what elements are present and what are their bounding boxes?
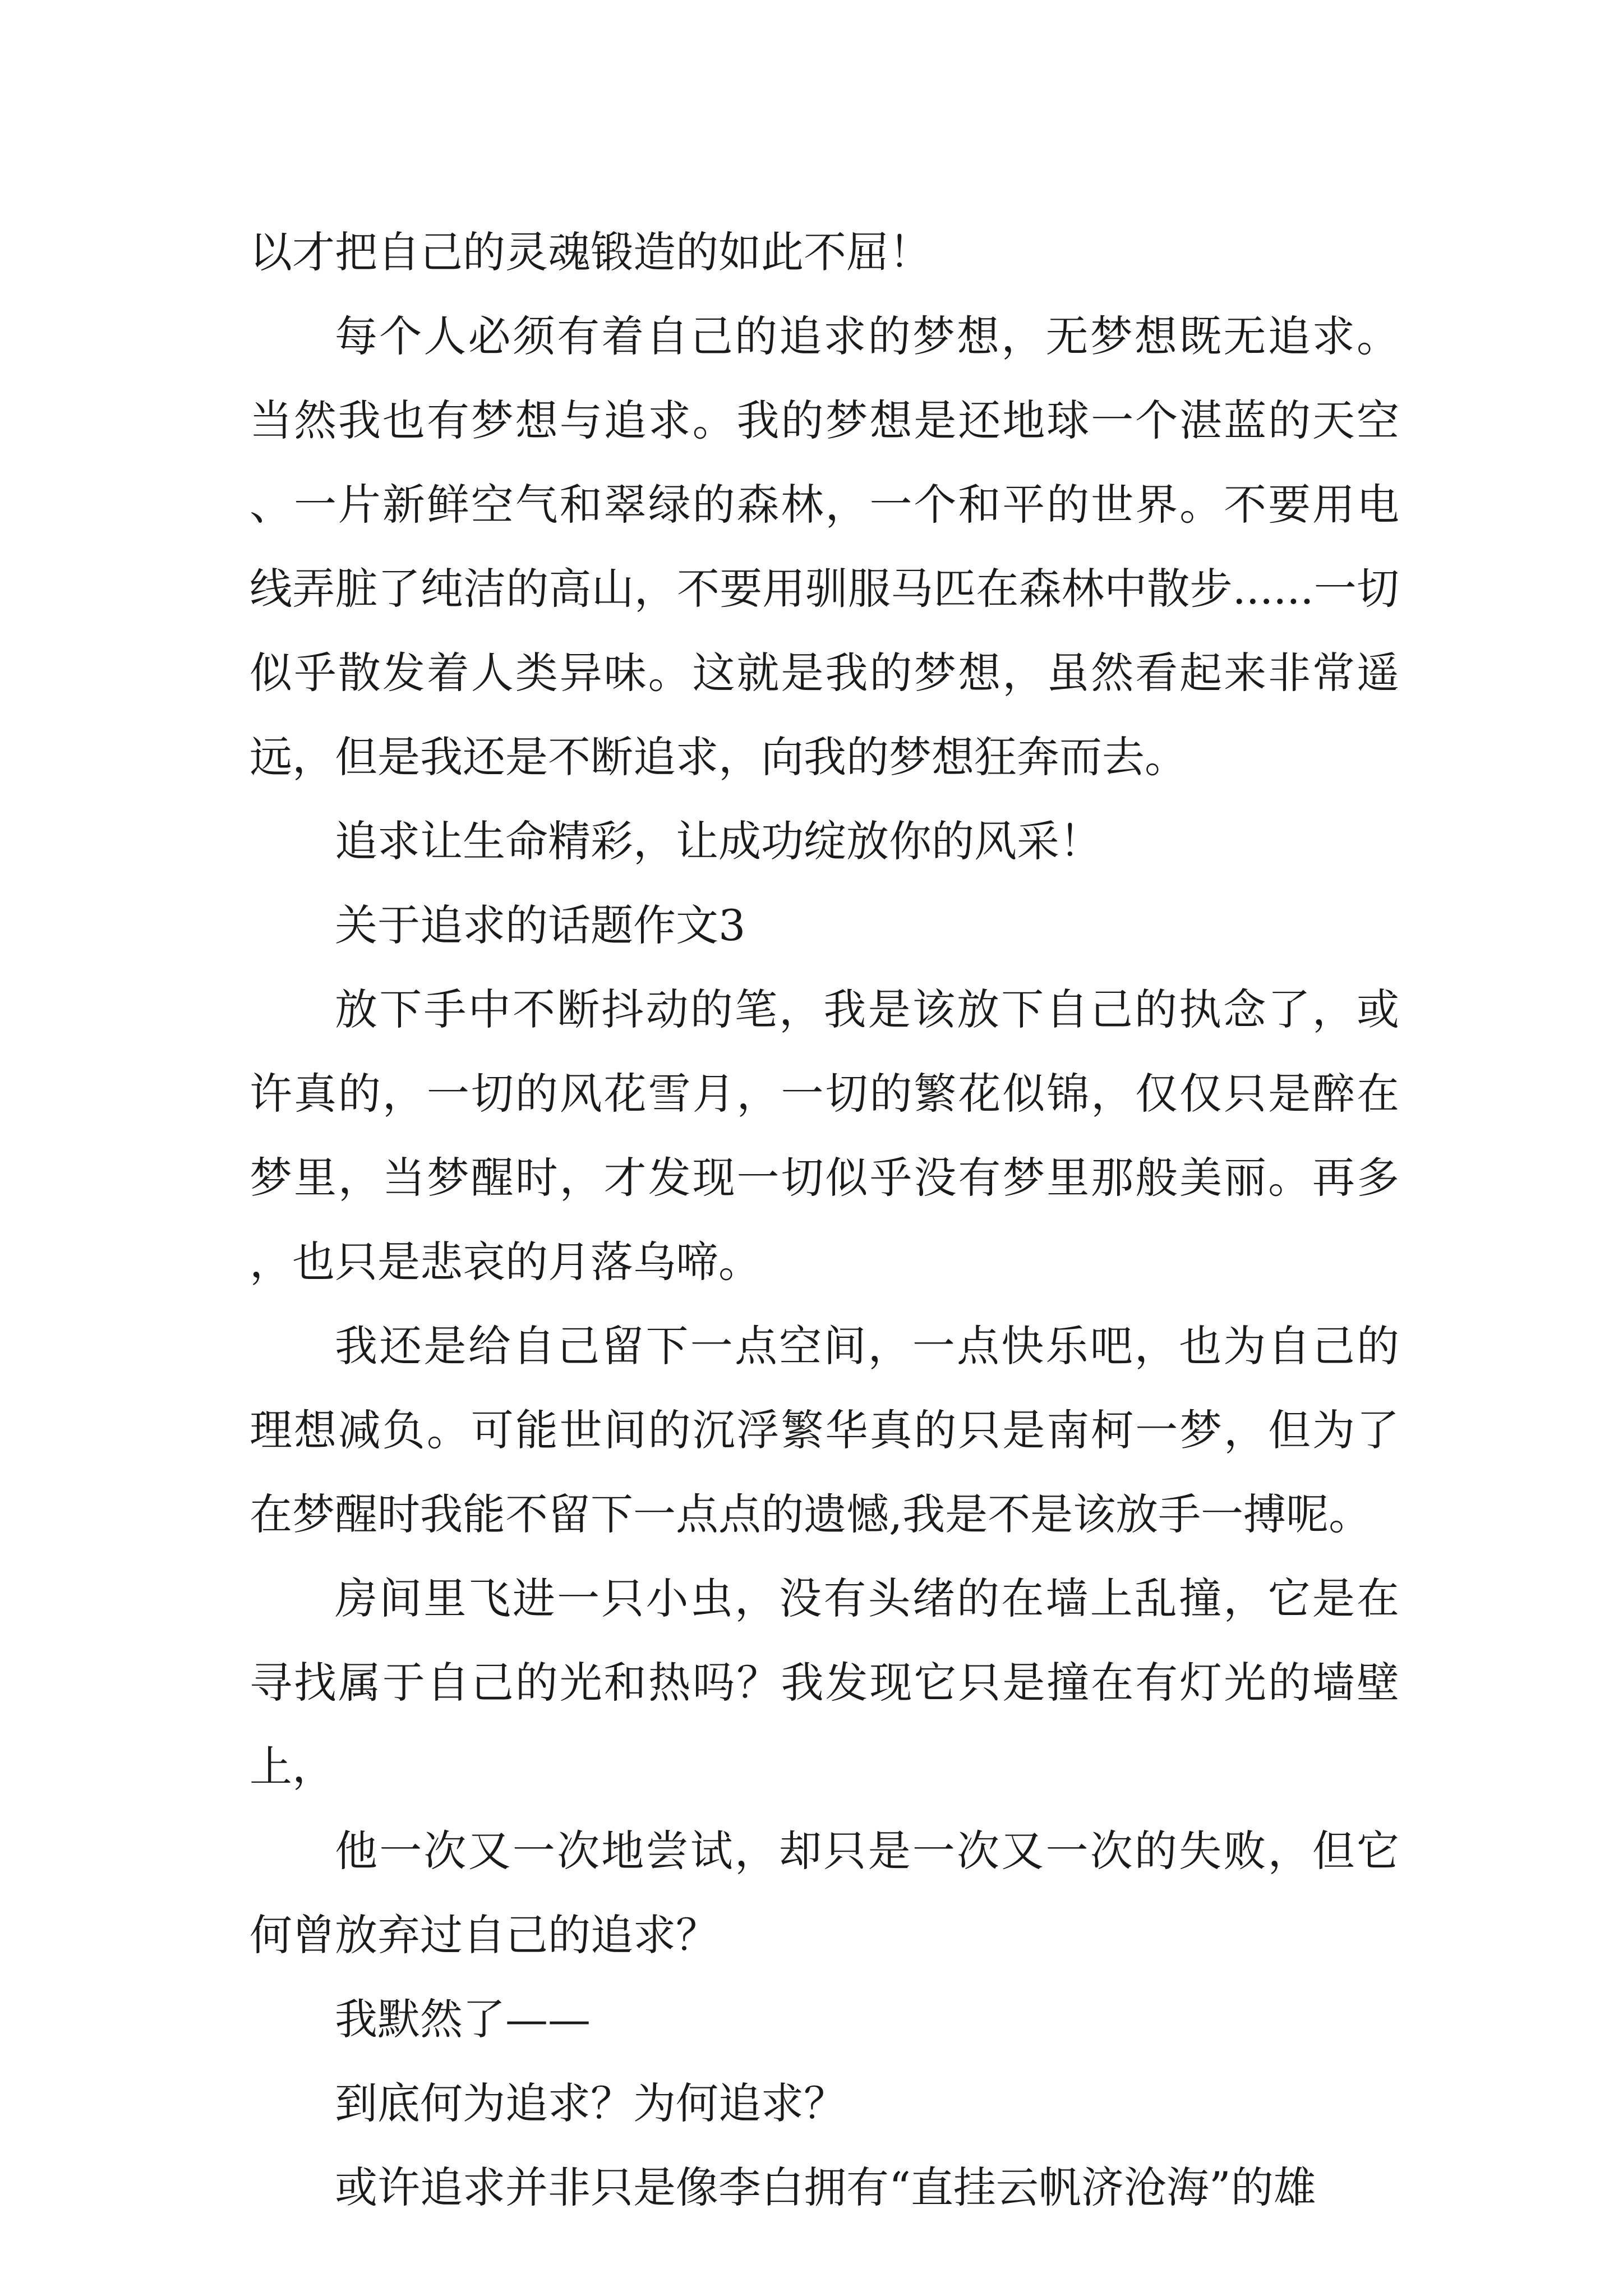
paragraph-pen: 放下手中不断抖动的笔，我是该放下自己的执念了，或许真的，一切的风花雪月，一切的繁花似锦，仅仅只是醉在梦里，当梦醒时，才发现一切似乎没有梦里那般美丽。再多，也只是悲哀的月落乌啼。 — [250, 984, 1399, 1287]
paragraph-continuation: 以才把自己的灵魂锻造的如此不屈！ — [250, 227, 932, 277]
paragraph-conclusion: 追求让生命精彩，让成功绽放你的风采！ — [335, 816, 1102, 866]
paragraph-space: 我还是给自己留下一点空间，一点快乐吧，也为自己的理想减负。可能世间的沉浮繁华真的只是南柯一梦，但为了在梦醒时我能不留下一点点的遗憾,我是不是该放手一搏呢。 — [250, 1321, 1399, 1539]
document-body — [250, 210, 1399, 2230]
paragraph-dream: 每个人必须有着自己的追求的梦想，无梦想既无追求。当然我也有梦想与追求。我的梦想是还地球一个湛蓝的天空、一片新鲜空气和翠绿的森林，一个和平的世界。不要用电线弄脏了纯洁的高山，不要用驯服马匹在森林中散步......一切似乎散发着人类异味。这就是我的梦想，虽然看起来非常遥远，但是我还是不断追求，向我的梦想狂奔而去。 — [250, 311, 1399, 782]
paragraph-attempts: 他一次又一次地尝试，却只是一次又一次的失败，但它何曾放弃过自己的追求？ — [250, 1826, 1399, 1960]
paragraph-question: 到底何为追求？为何追求？ — [335, 2078, 846, 2128]
paragraph-insect: 房间里飞进一只小虫，没有头绪的在墙上乱撞，它是在寻找属于自己的光和热吗？我发现它只是撞在有灯光的墙壁上， — [250, 1573, 1399, 1792]
essay-heading: 关于追求的话题作文3 — [335, 900, 746, 950]
paragraph-libai: 或许追求并非只是像李白拥有“直挂云帆济沧海”的雄 — [335, 2162, 1316, 2212]
paragraph-silence: 我默然了—— — [335, 1994, 591, 2044]
